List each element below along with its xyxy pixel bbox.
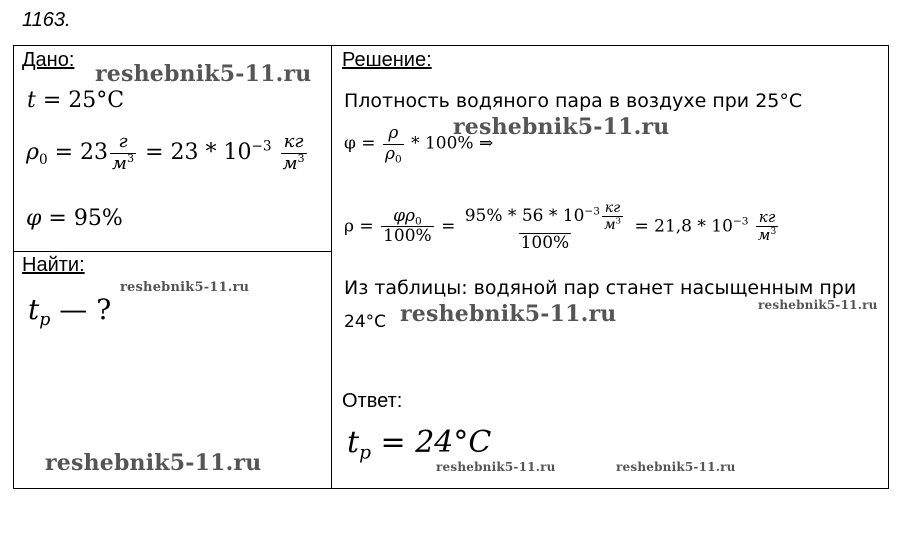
watermark: reshebnik5-11.ru <box>120 280 250 295</box>
formula-humidity: φ = $\frac{\rho}{\rho_0}$ * 100% ⇒ <box>344 123 494 166</box>
watermark: reshebnik5-11.ru <box>45 450 262 476</box>
solution-heading: Решение: <box>342 49 432 71</box>
table-note-line2: 24°С <box>344 312 387 332</box>
given-heading: Дано: <box>22 49 75 71</box>
watermark: reshebnik5-11.ru <box>436 460 556 474</box>
find-dewpoint: $t_р$ — ? <box>28 293 112 331</box>
answer-heading: Ответ: <box>342 390 403 412</box>
answer-value: $t_р = 24^\circ C$ <box>347 425 492 464</box>
given-density: $\rho_0 = 23$ $\frac{г}{м^3}$ = $23 * 10^{-3}$ $\frac{кг}{м^3}$ <box>26 131 305 174</box>
watermark: reshebnik5-11.ru <box>95 61 312 87</box>
given-humidity: φ = 95% <box>26 206 123 231</box>
find-heading: Найти: <box>22 254 85 276</box>
solution-intro: Плотность водяного пара в воздухе при 25°С <box>344 90 803 112</box>
column-divider <box>331 45 332 489</box>
watermark: reshebnik5-11.ru <box>616 460 736 474</box>
formula-density: ρ = $\frac{\varphi\rho_0}{100\%}$ = $95\% * 56 * 10^{-3}$ $\frac{кг}{м^3}$ 100% = $21,8 * 10^{-3}$ $\frac{кг}{м^3}$ <box>344 200 777 254</box>
row-divider <box>13 251 331 252</box>
watermark: reshebnik5-11.ru <box>400 301 617 327</box>
watermark: reshebnik5-11.ru <box>758 298 878 312</box>
given-temperature: t = 25°C <box>27 88 125 113</box>
problem-number: 1163. <box>22 9 71 31</box>
table-note-line1: Из таблицы: водяной пар станет насыщенным при <box>344 277 857 299</box>
watermark: reshebnik5-11.ru <box>453 114 670 140</box>
